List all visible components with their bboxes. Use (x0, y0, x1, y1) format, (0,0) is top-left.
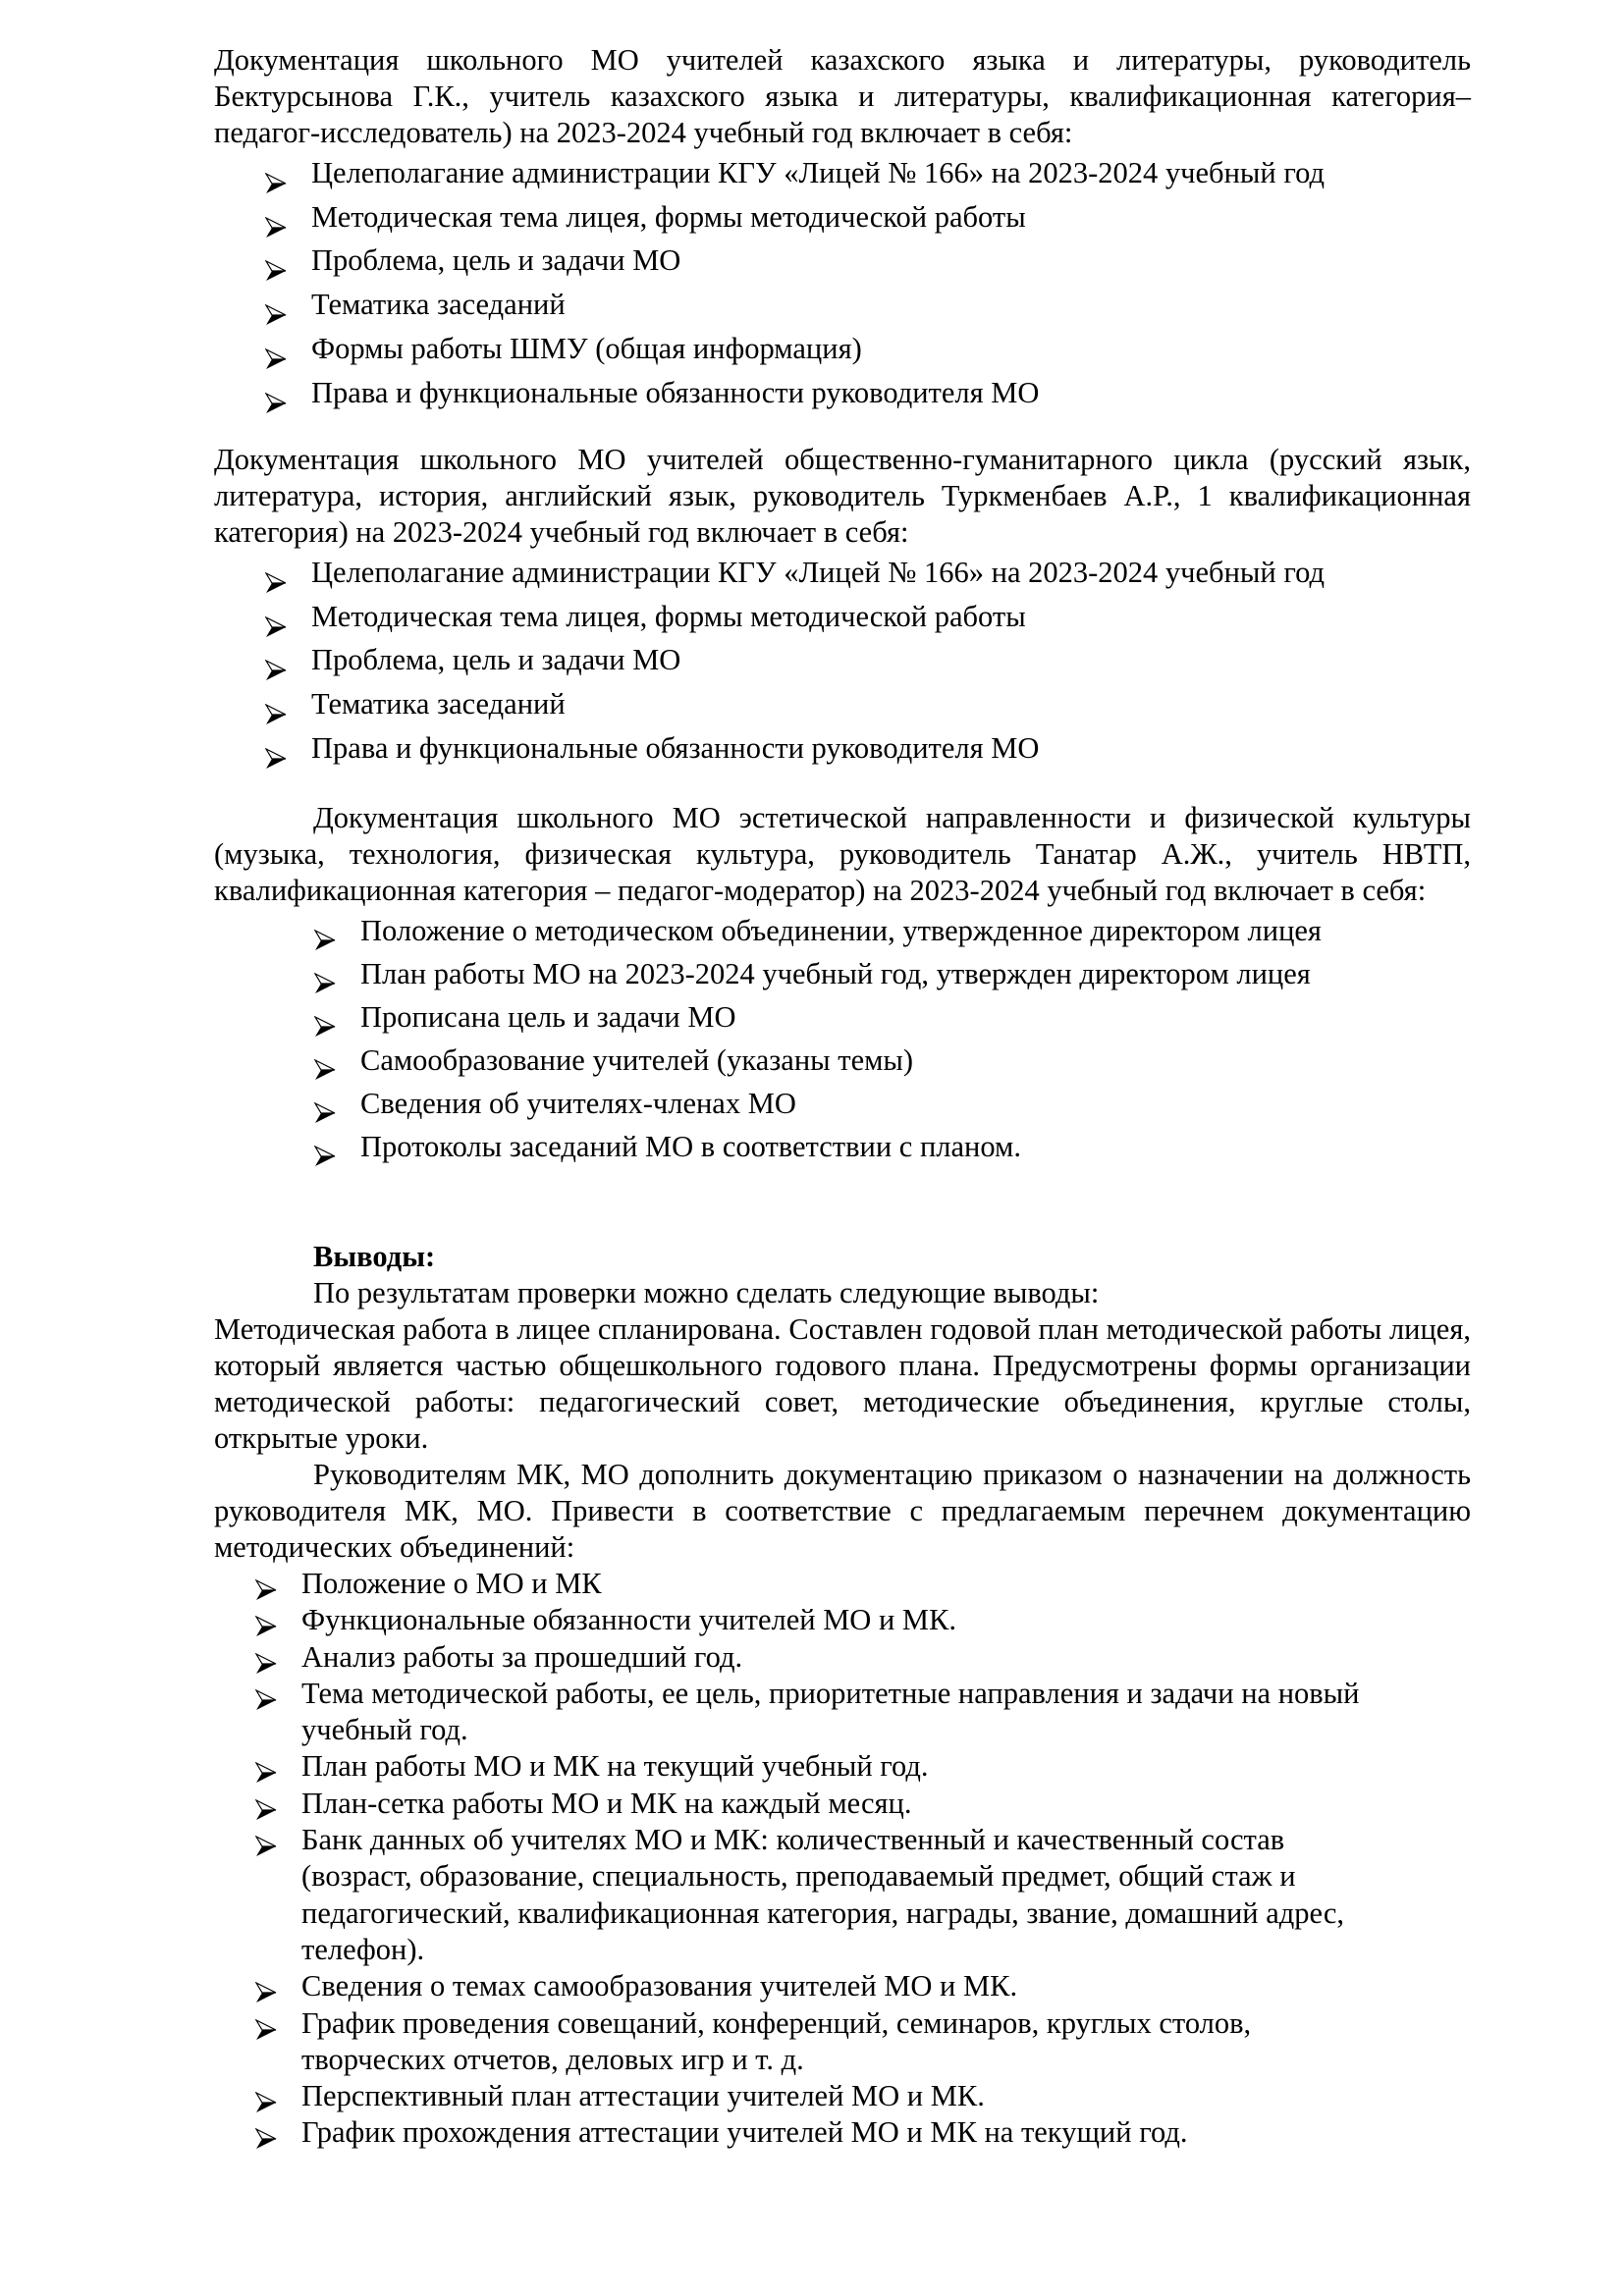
list-item-text: План работы МО на 2023-2024 учебный год, утвержден директором лицея (360, 957, 1311, 990)
list-item-text: График проведения совещаний, конференций, семинаров, круглых столов, творческих отчетов, деловых игр и т. д. (301, 2005, 1252, 2076)
list-item-text: Тематика заседаний (311, 687, 566, 721)
list-item-text: Анализ работы за прошедший год. (301, 1639, 743, 1674)
list-item-text: Самообразование учителей (указаны темы) (360, 1043, 914, 1077)
list-item-text: Перспективный план аттестации учителей МО и МК. (301, 2079, 985, 2113)
list-item (214, 195, 1471, 240)
list-item (214, 1125, 1471, 1168)
conclusions-lead: По результатам проверки можно сделать следующие выводы: (313, 1276, 1100, 1309)
list-item (214, 1968, 1471, 2004)
section-list (214, 551, 1471, 771)
list-item-text: Целеполагание администрации КГУ «Лицей № 166» на 2023-2024 учебный год (311, 156, 1325, 189)
list-item (214, 2078, 1471, 2114)
section-intro: Документация школьного МО учителей общественно-гуманитарного цикла (русский язык, литература, история, английский язык, руководитель Туркменбаев А.Р., 1 квалификационная категория) на 2023-2024 учебный год включает в себя: (214, 443, 1471, 549)
section-list (214, 909, 1471, 1168)
section-list (214, 151, 1471, 414)
list-item (214, 1039, 1471, 1082)
list-item (214, 2005, 1471, 2079)
list-item (214, 1602, 1471, 1638)
arrowhead-bullet-icon (314, 1136, 336, 1179)
arrowhead-bullet-icon (255, 2013, 277, 2050)
list-item (214, 151, 1471, 195)
list-item (214, 952, 1471, 995)
list-item-text: Положение о МО и МК (301, 1567, 602, 1600)
list-item-text: Протоколы заседаний МО в соответствии с планом. (360, 1130, 1021, 1163)
list-item-text: Методическая тема лицея, формы методической работы (311, 599, 1026, 633)
list-item (214, 239, 1471, 283)
list-item (214, 1566, 1471, 1602)
list-item-text: Положение о методическом объединении, утвержденное директором лицея (360, 914, 1322, 947)
list-item (214, 726, 1471, 771)
list-item (214, 638, 1471, 682)
list-item (214, 1748, 1471, 1785)
arrowhead-bullet-icon (255, 1683, 277, 1720)
list-item (214, 595, 1471, 639)
list-item-text: Прописана цель и задачи МО (360, 1000, 736, 1034)
list-item (214, 371, 1471, 415)
list-item-text: Банк данных об учителях МО и МК: количественный и качественный состав (возраст, образование, специальность, преподаваемый предмет, общий стаж и педагогический, квалификационная категория, награды, звание, домашний адрес, телефон). (301, 1823, 1345, 1966)
list-item-text: Сведения об учителях-членах МО (360, 1087, 796, 1120)
list-item (214, 1786, 1471, 1822)
list-item (214, 1676, 1471, 1749)
list-item-text: График прохождения аттестации учителей МО и МК на текущий год. (301, 2115, 1188, 2150)
list-item (214, 1082, 1471, 1125)
conclusions-paragraph-2: Руководителям МК, МО дополнить документацию приказом о назначении на должность руководителя МК, МО. Привести в соответствие с предлагаемым перечнем документацию методических объединений: (214, 1458, 1471, 1564)
list-item-text: Тема методической работы, ее цель, приоритетные направления и задачи на новый учебный год. (301, 1676, 1360, 1747)
list-item-text: Тематика заседаний (311, 288, 566, 322)
list-item-text: Права и функциональные обязанности руководителя МО (311, 375, 1040, 409)
arrowhead-bullet-icon (265, 738, 287, 782)
list-item (214, 2114, 1471, 2151)
list-item (214, 1639, 1471, 1676)
arrowhead-bullet-icon (265, 383, 287, 427)
arrowhead-bullet-icon (255, 2122, 277, 2159)
section-intro: Документация школьного МО учителей казахского языка и литературы, руководитель Бектурсынова Г.К., учитель казахского языка и литературы, квалификационная категория– педагог-исследователь) на 2023-2024 учебный год включает в себя: (214, 43, 1471, 149)
list-item-text: Проблема, цель и задачи МО (311, 643, 681, 677)
list-item-text: План работы МО и МК на текущий учебный год. (301, 1749, 929, 1784)
list-item (214, 551, 1471, 595)
list-item (214, 995, 1471, 1039)
list-item (214, 283, 1471, 327)
list-item-text: Права и функциональные обязанности руководителя МО (311, 730, 1040, 765)
arrowhead-bullet-icon (255, 1830, 277, 1866)
list-item-text: Формы работы ШМУ (общая информация) (311, 331, 862, 365)
conclusions-heading: Выводы: (313, 1240, 436, 1273)
list-item (214, 1822, 1471, 1968)
conclusions-paragraph-1: Методическая работа в лицее спланирована. Составлен годовой план методической работы лицея, который является частью общешкольного годового плана. Предусмотрены формы организации методической работы: педагогический совет, методические объединения, круглые столы, открытые уроки. (214, 1312, 1471, 1455)
conclusions-section (214, 1239, 1471, 2152)
section-aesthetic-mo (214, 800, 1471, 1168)
required-documents-list (214, 1566, 1471, 2152)
list-item (214, 909, 1471, 952)
list-item-text: План-сетка работы МО и МК на каждый месяц. (301, 1786, 912, 1820)
list-item (214, 682, 1471, 726)
list-item (214, 327, 1471, 371)
list-item-text: Функциональные обязанности учителей МО и МК. (301, 1603, 956, 1637)
list-item-text: Проблема, цель и задачи МО (311, 243, 681, 278)
list-item-text: Сведения о темах самообразования учителей МО и МК. (301, 1969, 1018, 2003)
section-humanities-mo (214, 442, 1471, 771)
section-kazakh-mo (214, 42, 1471, 414)
list-item-text: Методическая тема лицея, формы методической работы (311, 199, 1026, 234)
list-item-text: Целеполагание администрации КГУ «Лицей № 166» на 2023-2024 учебный год (311, 556, 1325, 589)
section-intro: Документация школьного МО эстетической направленности и физической культуры (музыка, технология, физическая культура, руководитель Танатар А.Ж., учитель НВТП, квалификационная категория – педагог-модератор) на 2023-2024 учебный год включает в себя: (214, 801, 1471, 907)
